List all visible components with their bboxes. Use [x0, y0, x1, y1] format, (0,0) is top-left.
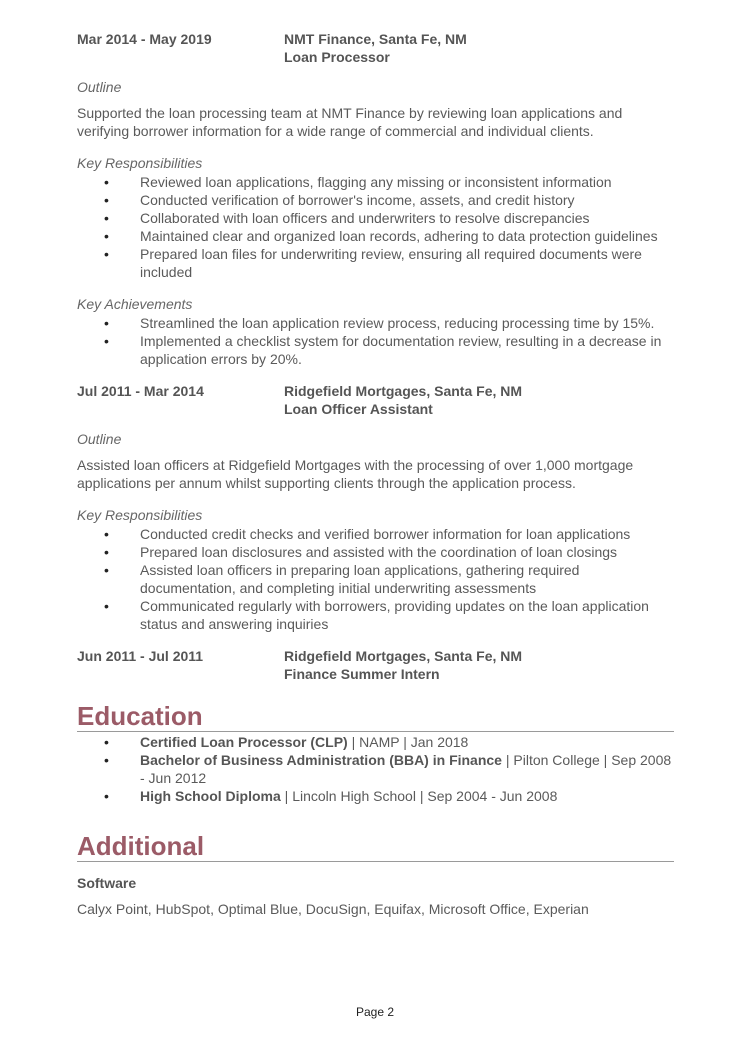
job-dates: Jul 2011 - Mar 2014 [77, 383, 204, 399]
list-item: • Conducted verification of borrower's income, assets, and credit history [104, 192, 575, 208]
list-item: • Conducted credit checks and verified borrower information for loan applications [104, 526, 631, 542]
job-header [77, 382, 674, 418]
job-company: Ridgefield Mortgages, Santa Fe, NM [284, 383, 523, 399]
bullet-icon: • [104, 246, 109, 262]
bullet-icon: • [104, 210, 109, 226]
resume-page [77, 30, 674, 918]
list-item: • Reviewed loan applications, flagging any missing or inconsistent information [104, 174, 612, 190]
additional-heading: Additional [77, 831, 674, 862]
job-company: NMT Finance, Santa Fe, NM [284, 31, 467, 47]
software-label: Software [77, 875, 137, 891]
education-heading: Education [77, 701, 674, 732]
bullet-icon: • [104, 526, 109, 542]
job-title: Finance Summer Intern [284, 666, 440, 682]
job-entry [77, 30, 674, 368]
list-item: • Streamlined the loan application review process, reducing processing time by 15%. [104, 315, 655, 331]
list-item: • Collaborated with loan officers and underwriters to resolve discrepancies [104, 210, 590, 226]
list-item: • Prepared loan files for underwriting review, ensuring all required documents were included [104, 246, 642, 280]
list-item [77, 733, 674, 751]
outline-label: Outline [77, 431, 122, 447]
list-item: • Prepared loan disclosures and assisted with the coordination of loan closings [104, 544, 618, 560]
outline-text: Supported the loan processing team at NMT Finance by reviewing loan applications and verifying borrower information for a wide range of commercial and individual clients. [77, 105, 623, 139]
job-company: Ridgefield Mortgages, Santa Fe, NM [284, 648, 523, 664]
education-name: Certified Loan Processor (CLP) [140, 734, 348, 750]
bullet-icon: • [104, 562, 109, 578]
bullet-icon: • [104, 752, 109, 768]
achievements-label: Key Achievements [77, 296, 193, 312]
education-details: | NAMP | Jan 2018 [347, 734, 469, 750]
list-item: • Assisted loan officers in preparing loan applications, gathering required documentation, and completing initial underwriting assessments [104, 562, 580, 596]
job-title: Loan Processor [284, 49, 390, 65]
job-header [77, 30, 674, 66]
responsibilities-label: Key Responsibilities [77, 507, 203, 523]
list-item [77, 787, 674, 805]
bullet-icon: • [104, 734, 109, 750]
education-details: | Pilton College | Sep 2008 - Jun 2012 [140, 752, 672, 786]
bullet-icon: • [104, 544, 109, 560]
bullet-icon: • [104, 315, 109, 331]
achievements-list [77, 314, 674, 368]
responsibilities-list [77, 525, 674, 633]
job-dates: Jun 2011 - Jul 2011 [77, 648, 204, 664]
bullet-icon: • [104, 228, 109, 244]
job-title: Loan Officer Assistant [284, 401, 433, 417]
bullet-icon: • [104, 174, 109, 190]
list-item: • Communicated regularly with borrowers, providing updates on the loan application status and answering inquiries [104, 598, 649, 632]
page-number: Page 2 [355, 1005, 395, 1019]
education-list [77, 733, 674, 805]
software-list: Calyx Point, HubSpot, Optimal Blue, DocuSign, Equifax, Microsoft Office, Experian [77, 901, 589, 917]
job-entry [77, 382, 674, 633]
job-dates: Mar 2014 - May 2019 [77, 31, 212, 47]
list-item: • Implemented a checklist system for documentation review, resulting in a decrease in application errors by 20%. [104, 333, 662, 367]
job-header [77, 647, 674, 683]
outline-label: Outline [77, 79, 122, 95]
bullet-icon: • [104, 192, 109, 208]
outline-text: Assisted loan officers at Ridgefield Mortgages with the processing of over 1,000 mortgage applications per annum whilst supporting clients through the application process. [77, 457, 634, 491]
list-item: • Maintained clear and organized loan records, adhering to data protection guidelines [104, 228, 658, 244]
bullet-icon: • [104, 333, 109, 349]
education-details: | Lincoln High School | Sep 2004 - Jun 2008 [280, 788, 558, 804]
bullet-icon: • [104, 788, 109, 804]
responsibilities-list [77, 173, 674, 281]
responsibilities-label: Key Responsibilities [77, 155, 203, 171]
job-entry [77, 647, 674, 683]
list-item [77, 751, 674, 787]
education-name: Bachelor of Business Administration (BBA) in Finance [140, 752, 502, 768]
education-name: High School Diploma [140, 788, 281, 804]
bullet-icon: • [104, 598, 109, 614]
